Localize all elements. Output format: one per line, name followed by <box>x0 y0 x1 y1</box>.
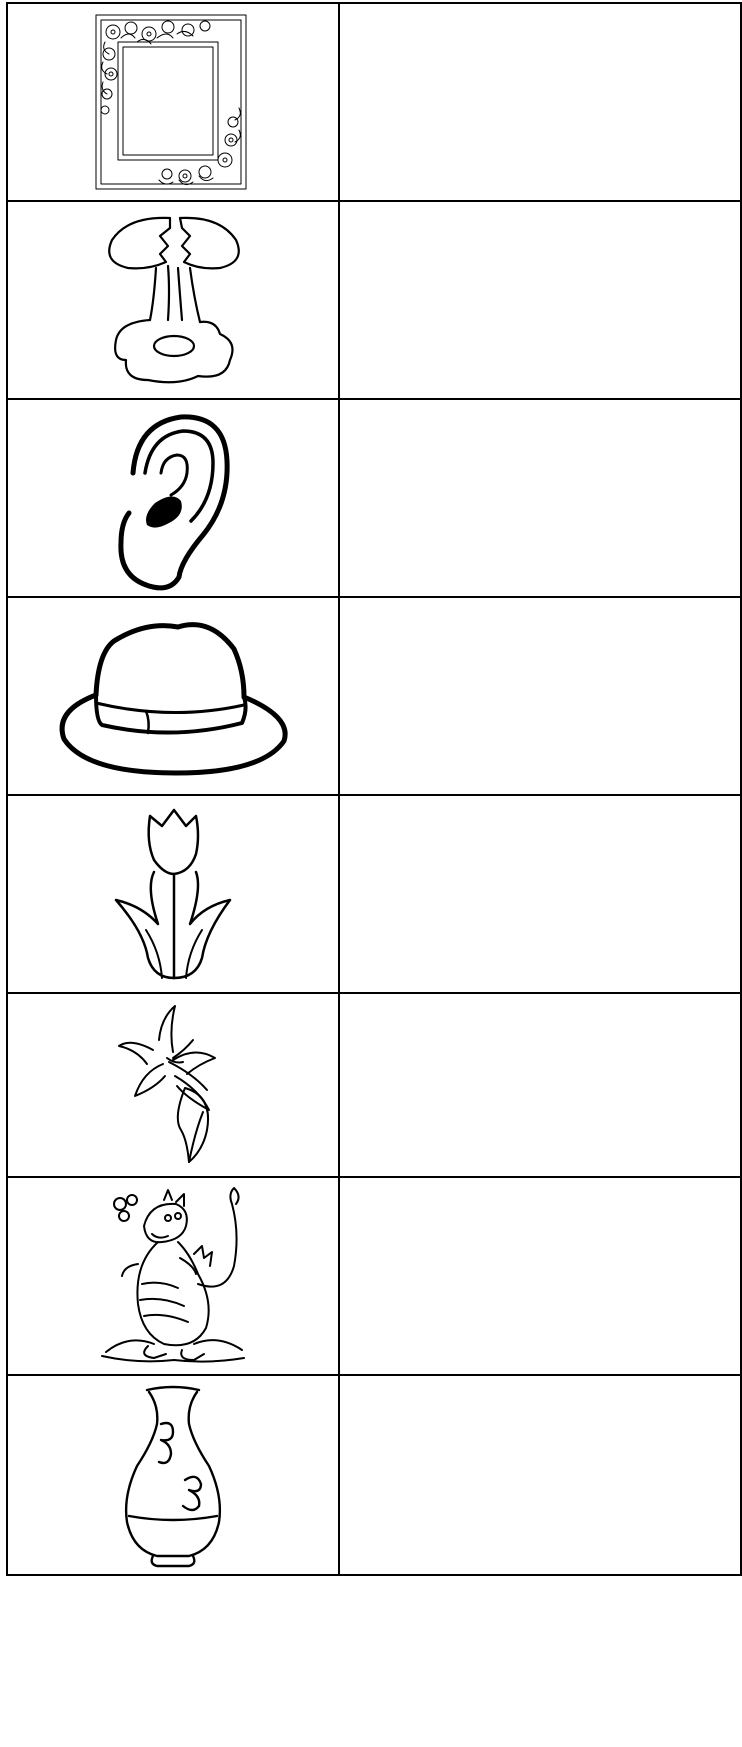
answer-cell[interactable] <box>339 795 741 993</box>
picture-cell <box>7 993 339 1177</box>
answer-cell[interactable] <box>339 1375 741 1575</box>
picture-word-table <box>6 2 742 1576</box>
table-row <box>7 3 741 201</box>
table-row <box>7 597 741 795</box>
hat-picture <box>48 611 298 781</box>
picture-cell <box>7 1177 339 1375</box>
table-row <box>7 1375 741 1575</box>
table-row <box>7 993 741 1177</box>
picture-cell <box>7 201 339 399</box>
flower-frame-picture <box>93 12 253 192</box>
table-row <box>7 201 741 399</box>
picture-cell <box>7 597 339 795</box>
cracked-egg-picture <box>98 210 248 390</box>
picture-cell <box>7 1375 339 1575</box>
answer-cell[interactable] <box>339 399 741 597</box>
table-row <box>7 795 741 993</box>
picture-cell <box>7 795 339 993</box>
tulip-picture <box>98 802 248 987</box>
answer-cell[interactable] <box>339 1177 741 1375</box>
lily-picture <box>103 1000 243 1170</box>
picture-cell <box>7 3 339 201</box>
answer-cell[interactable] <box>339 201 741 399</box>
answer-cell[interactable] <box>339 993 741 1177</box>
vase-picture <box>113 1380 233 1570</box>
picture-cell <box>7 399 339 597</box>
table-row <box>7 1177 741 1375</box>
table-row <box>7 399 741 597</box>
dragon-picture <box>98 1184 248 1369</box>
answer-cell[interactable] <box>339 3 741 201</box>
answer-cell[interactable] <box>339 597 741 795</box>
ear-picture <box>103 403 243 593</box>
